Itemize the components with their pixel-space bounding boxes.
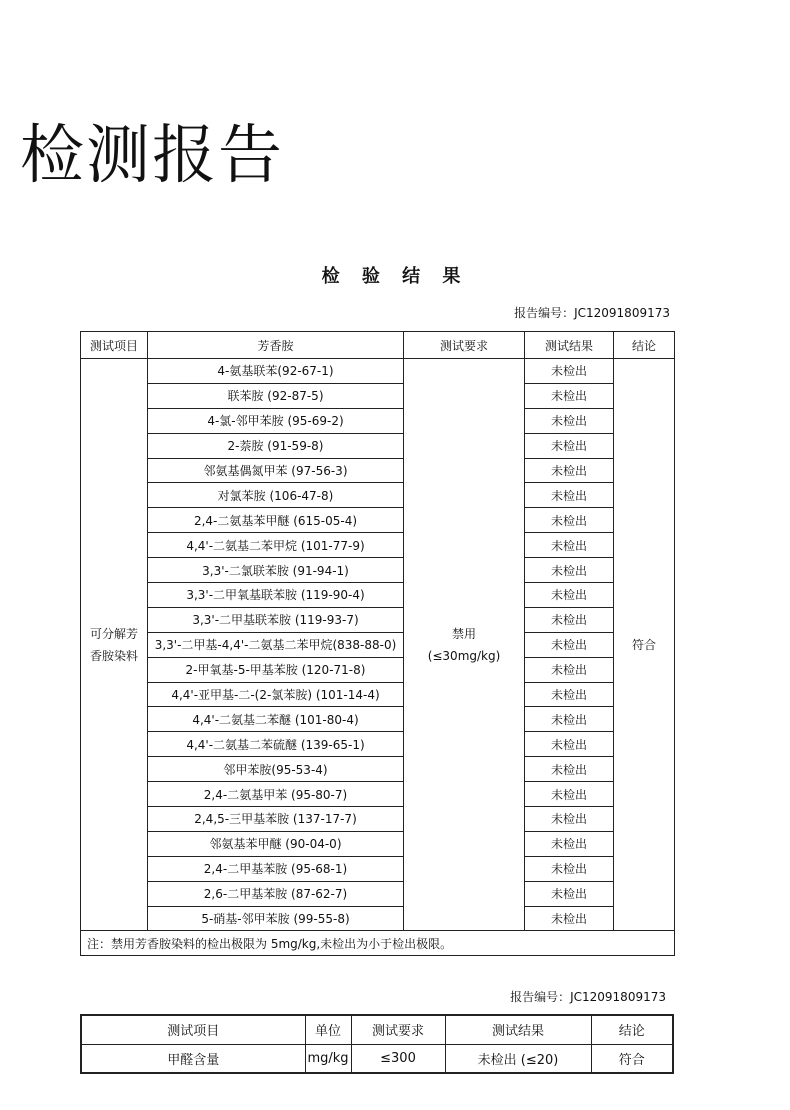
header-amine: 芳香胺 (148, 332, 404, 359)
cell-result: 未检出 (525, 732, 614, 757)
table-row (81, 408, 675, 433)
cell-amine: 4,4'-二氨基二苯醚 (101-80-4) (148, 707, 404, 732)
table-header-row (81, 332, 675, 359)
header-unit: 单位 (305, 1015, 351, 1044)
table-row (81, 682, 675, 707)
table-row (81, 856, 675, 881)
table-row (81, 732, 675, 757)
report-number: 报告编号：JC12091809173 (514, 306, 670, 320)
header-test-item: 测试项目 (81, 332, 148, 359)
header-result: 测试结果 (445, 1015, 591, 1044)
table-row (81, 607, 675, 632)
cell-result: 未检出 (525, 881, 614, 906)
cell-result: 未检出 (525, 831, 614, 856)
category-line-1: 可分解芳 (89, 626, 138, 641)
cell-unit: mg/kg (305, 1044, 351, 1073)
cell-test-item: 甲醛含量 (81, 1044, 305, 1073)
table-row (81, 359, 675, 384)
cell-amine: 3,3'-二甲基-4,4'-二氨基二苯甲烷(838-88-0) (148, 632, 404, 657)
cell-result: 未检出 (525, 583, 614, 608)
table-row (81, 831, 675, 856)
cell-amine: 3,3'-二甲氧基联苯胺 (119-90-4) (148, 583, 404, 608)
table-row (81, 807, 675, 832)
table-row (81, 632, 675, 657)
amine-results-table (80, 331, 675, 956)
cell-result: 未检出 (525, 359, 614, 384)
table-header-row (81, 1015, 673, 1044)
page-title: 检测报告 (20, 119, 284, 193)
requirement-line-1: 禁用 (451, 626, 476, 641)
table-row (81, 881, 675, 906)
cell-result: 未检出 (525, 657, 614, 682)
cell-amine: 4-氨基联苯(92-67-1) (148, 359, 404, 384)
requirement-line-2: (≤30mg/kg) (427, 648, 501, 663)
cell-result: 未检出 (525, 632, 614, 657)
cell-amine: 2,4-二氨基苯甲醚 (615-05-4) (148, 508, 404, 533)
header-requirement: 测试要求 (351, 1015, 445, 1044)
cell-amine: 2-甲氧基-5-甲基苯胺 (120-71-8) (148, 657, 404, 682)
cell-result: 未检出 (525, 483, 614, 508)
table-row (81, 757, 675, 782)
cell-result: 未检出 (525, 906, 614, 931)
cell-amine: 2,4-二氨基甲苯 (95-80-7) (148, 782, 404, 807)
cell-amine: 4,4'-亚甲基-二-(2-氯苯胺) (101-14-4) (148, 682, 404, 707)
cell-amine: 3,3'-二甲基联苯胺 (119-93-7) (148, 607, 404, 632)
table-row (81, 657, 675, 682)
cell-category (81, 359, 148, 931)
header-conclusion: 结论 (591, 1015, 673, 1044)
cell-result: 未检出 (525, 707, 614, 732)
table-note: 注：禁用芳香胺染料的检出极限为 5mg/kg,未检出为小于检出极限。 (81, 931, 675, 956)
table-row (81, 458, 675, 483)
table-row (81, 707, 675, 732)
cell-result: 未检出 (525, 383, 614, 408)
header-conclusion: 结论 (614, 332, 675, 359)
table-row (81, 508, 675, 533)
cell-result: 未检出 (525, 807, 614, 832)
category-line-2: 香胺染料 (89, 648, 138, 663)
cell-result: 未检出 (525, 856, 614, 881)
table-row (81, 906, 675, 931)
cell-result: 未检出 (525, 508, 614, 533)
cell-result: 未检出 (525, 782, 614, 807)
cell-result: 未检出 (525, 757, 614, 782)
cell-result: 未检出 (525, 408, 614, 433)
report-number-2: 报告编号：JC12091809173 (510, 990, 666, 1004)
cell-result: 未检出 (525, 558, 614, 583)
cell-amine: 2,6-二甲基苯胺 (87-62-7) (148, 881, 404, 906)
cell-conclusion: 符合 (614, 359, 675, 931)
table-row (81, 558, 675, 583)
table-row (81, 533, 675, 558)
table-row (81, 483, 675, 508)
cell-amine: 邻甲苯胺(95-53-4) (148, 757, 404, 782)
cell-result: 未检出 (≤20) (445, 1044, 591, 1073)
table-row (81, 383, 675, 408)
cell-amine: 2,4,5-三甲基苯胺 (137-17-7) (148, 807, 404, 832)
table-row (81, 433, 675, 458)
cell-amine: 邻氨基苯甲醚 (90-04-0) (148, 831, 404, 856)
cell-amine: 3,3'-二氯联苯胺 (91-94-1) (148, 558, 404, 583)
header-test-item: 测试项目 (81, 1015, 305, 1044)
cell-amine: 2,4-二甲基苯胺 (95-68-1) (148, 856, 404, 881)
cell-amine: 4,4'-二氨基二苯甲烷 (101-77-9) (148, 533, 404, 558)
table-row (81, 782, 675, 807)
cell-amine: 对氯苯胺 (106-47-8) (148, 483, 404, 508)
cell-amine: 5-硝基-邻甲苯胺 (99-55-8) (148, 906, 404, 931)
note-row (81, 931, 675, 956)
cell-result: 未检出 (525, 458, 614, 483)
cell-requirement (404, 359, 525, 931)
cell-amine: 4,4'-二氨基二苯硫醚 (139-65-1) (148, 732, 404, 757)
cell-amine: 联苯胺 (92-87-5) (148, 383, 404, 408)
cell-amine: 2-萘胺 (91-59-8) (148, 433, 404, 458)
header-requirement: 测试要求 (404, 332, 525, 359)
cell-amine: 4-氯-邻甲苯胺 (95-69-2) (148, 408, 404, 433)
header-result: 测试结果 (525, 332, 614, 359)
cell-amine: 邻氨基偶氮甲苯 (97-56-3) (148, 458, 404, 483)
cell-result: 未检出 (525, 682, 614, 707)
cell-result: 未检出 (525, 607, 614, 632)
table-row (81, 583, 675, 608)
formaldehyde-table (80, 1014, 674, 1074)
table-row (81, 1044, 673, 1073)
cell-requirement: ≤300 (351, 1044, 445, 1073)
cell-result: 未检出 (525, 533, 614, 558)
section-title: 检 验 结 果 (321, 266, 469, 287)
cell-result: 未检出 (525, 433, 614, 458)
cell-conclusion: 符合 (591, 1044, 673, 1073)
